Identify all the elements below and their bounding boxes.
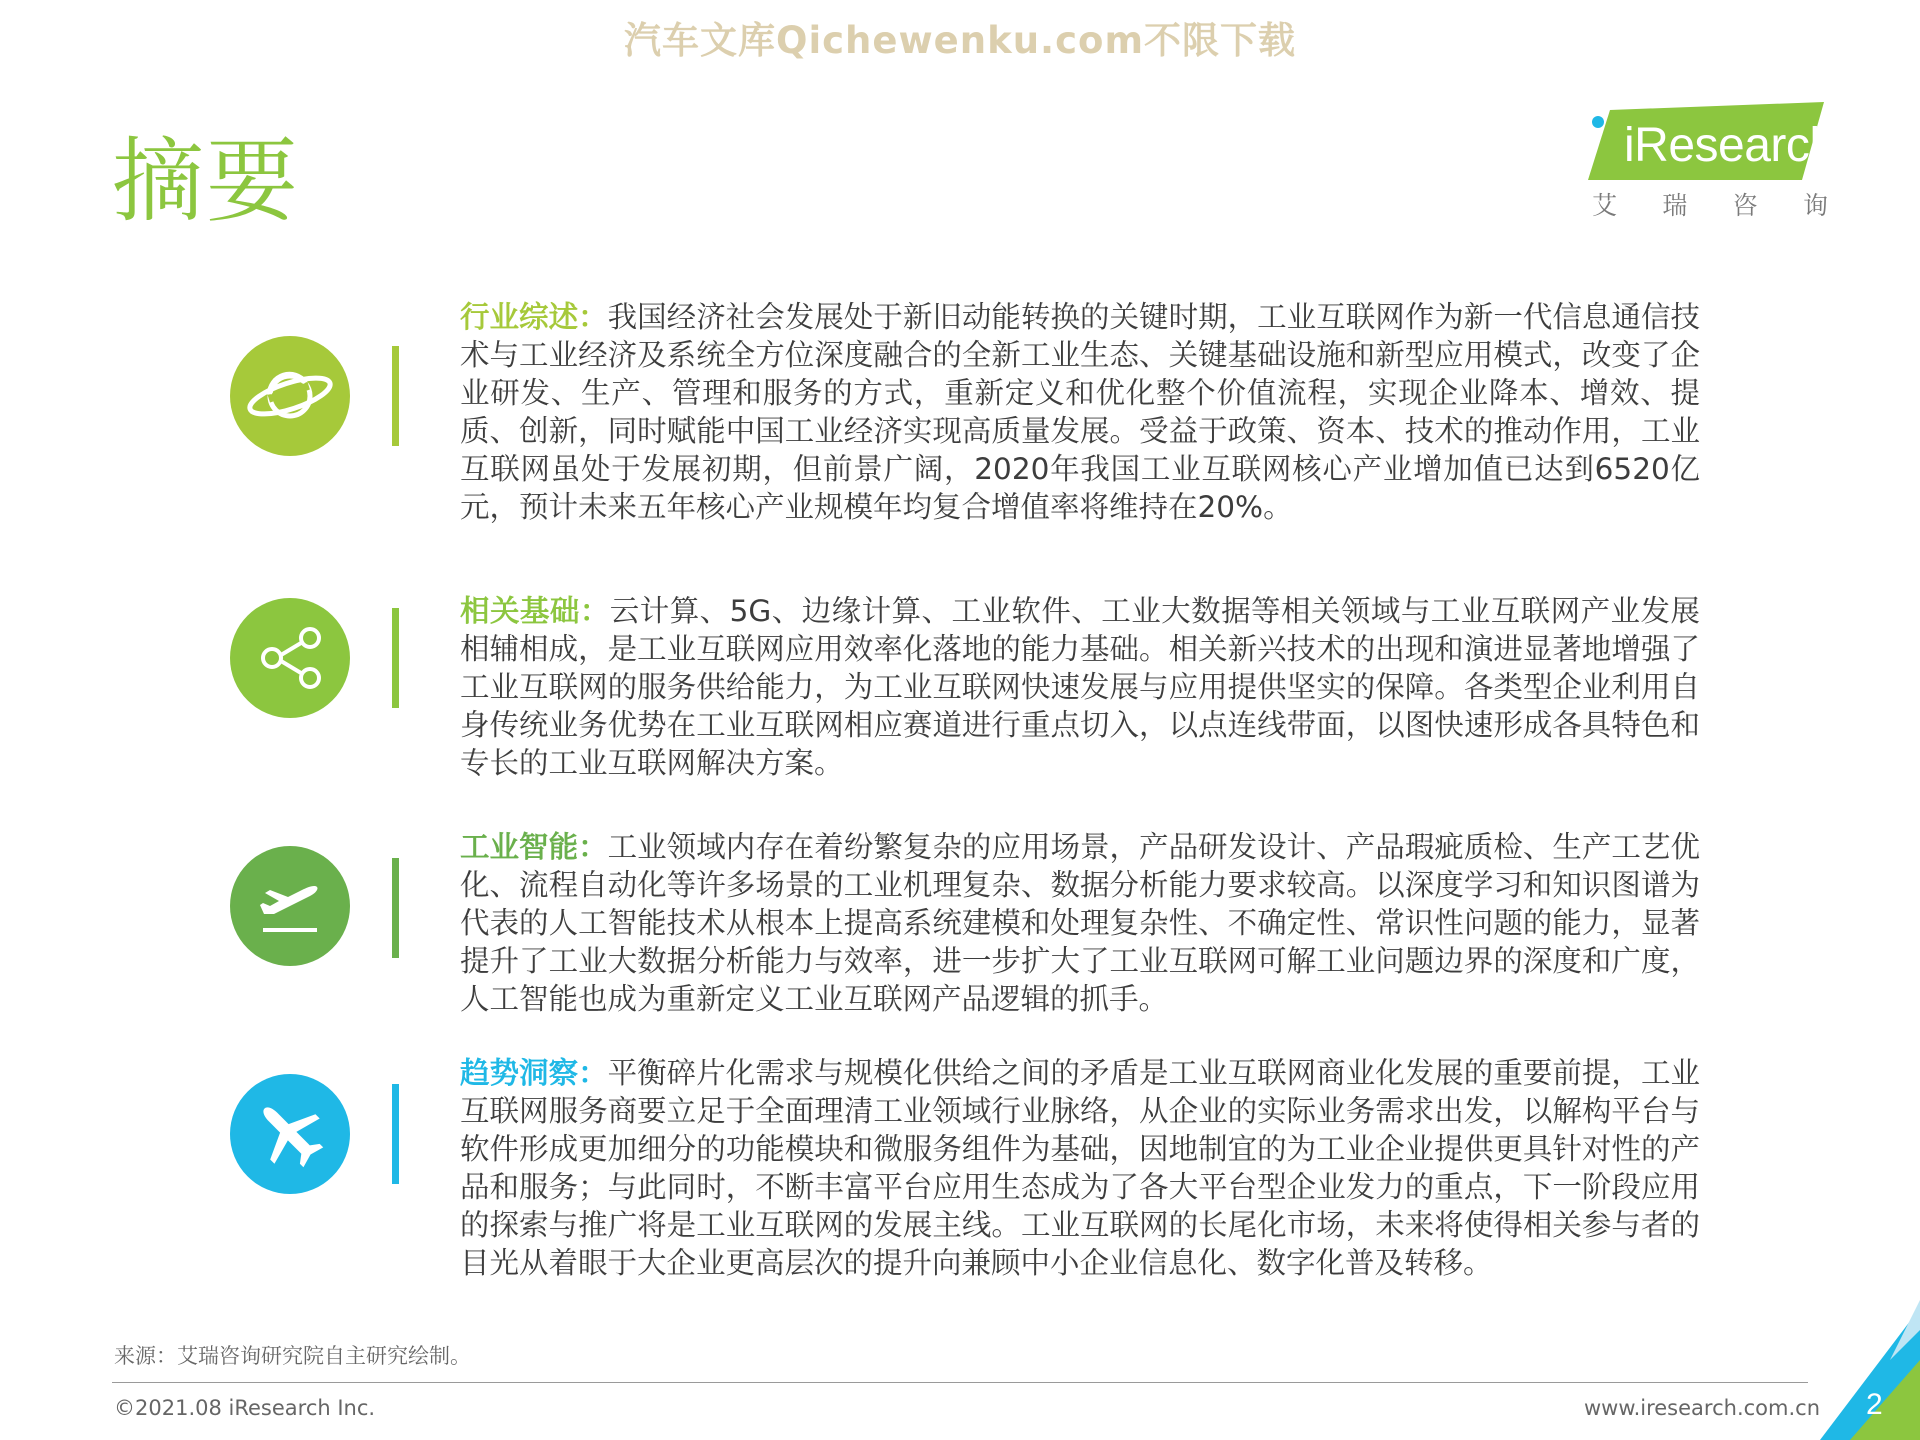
section-icon-circle [230, 598, 350, 718]
section-body [460, 1054, 1700, 1282]
logo-wordmark: iResearch [1624, 119, 1836, 172]
section-icon-circle [230, 336, 350, 456]
page-number: 2 [1866, 1388, 1883, 1421]
section-accent-bar [392, 608, 399, 708]
section-paragraph: 我国经济社会发展处于新旧动能转换的关键时期，工业互联网作为新一代信息通信技术与工业经济及系统全方位深度融合的全新工业生态、关键基础设施和新型应用模式，改变了企业研发、生产、管理和服务的方式，重新定义和优化整个价值流程，实现企业降本、增效、提质、创新，同时赋能中国工业经济实现高质量发展。受益于政策、资本、技术的推动作用，工业互联网虽处于发展初期，但前景广阔，2020年我国工业互联网核心产业增加值已达到6520亿元，预计未来五年核心产业规模年均复合增值率将维持在20%。 [460, 300, 1700, 524]
section-accent-bar [392, 1084, 399, 1184]
watermark: 汽车文库Qichewenku.com不限下载 [623, 19, 1297, 62]
share-icon [230, 598, 350, 718]
section-icon-circle [230, 846, 350, 966]
logo-chinese [1588, 186, 1828, 222]
section-accent-bar [392, 346, 399, 446]
section-body [460, 828, 1700, 1018]
logo-char: 询 [1802, 191, 1828, 220]
section-paragraph: 工业领域内存在着纷繁复杂的应用场景，产品研发设计、产品瑕疵质检、生产工艺优化、流程自动化等许多场景的工业机理复杂、数据分析能力要求较高。以深度学习和知识图谱为代表的人工智能技术从根本上提高系统建模和处理复杂性、不确定性、常识性问题的能力，显著提升了工业大数据分析能力与效率，进一步扩大了工业互联网可解工业问题边界的深度和广度，人工智能也成为重新定义工业互联网产品逻辑的抓手。 [460, 830, 1700, 1016]
iresearch-logo [1588, 100, 1836, 220]
section-accent-bar [392, 858, 399, 958]
section-label: 趋势洞察： [460, 1056, 608, 1090]
section-paragraph: 云计算、5G、边缘计算、工业软件、工业大数据等相关领域与工业互联网产业发展相辅相成，是工业互联网应用效率化落地的能力基础。相关新兴技术的出现和演进显著地增强了工业互联网的服务供给能力，为工业互联网快速发展与应用提供坚实的保障。各类型企业利用自身传统业务优势在工业互联网相应赛道进行重点切入，以点连线带面，以图快速形成各具特色和专长的工业互联网解决方案。 [460, 594, 1700, 780]
page-title: 摘要 [112, 128, 301, 235]
section-label: 相关基础： [460, 594, 610, 628]
airplane-icon [230, 1074, 350, 1194]
footer-divider [112, 1382, 1808, 1383]
copyright: ©2021.08 iResearch Inc. [114, 1396, 376, 1420]
logo-char: 瑞 [1662, 191, 1688, 220]
logo-char: 咨 [1732, 191, 1758, 220]
section-label: 行业综述： [460, 300, 608, 334]
planet-icon [230, 336, 350, 456]
source-note: 来源：艾瑞咨询研究院自主研究绘制。 [114, 1344, 471, 1368]
section-body [460, 592, 1700, 782]
website-link[interactable]: www.iresearch.com.cn [1583, 1396, 1820, 1420]
section-label: 工业智能： [460, 830, 608, 864]
section-icon-circle [230, 1074, 350, 1194]
section-paragraph: 平衡碎片化需求与规模化供给之间的矛盾是工业互联网商业化发展的重要前提，工业互联网服务商要立足于全面理清工业领域行业脉络，从企业的实际业务需求出发，以解构平台与软件形成更加细分的功能模块和微服务组件为基础，因地制宜的为工业企业提供更具针对性的产品和服务；与此同时，不断丰富平台应用生态成为了各大平台型企业发力的重点，下一阶段应用的探索与推广将是工业互联网的发展主线。工业互联网的长尾化市场，未来将使得相关参与者的目光从着眼于大企业更高层次的提升向兼顾中小企业信息化、数字化普及转移。 [460, 1056, 1700, 1280]
logo-char: 艾 [1592, 191, 1618, 220]
section-body [460, 298, 1700, 526]
takeoff-icon [230, 846, 350, 966]
